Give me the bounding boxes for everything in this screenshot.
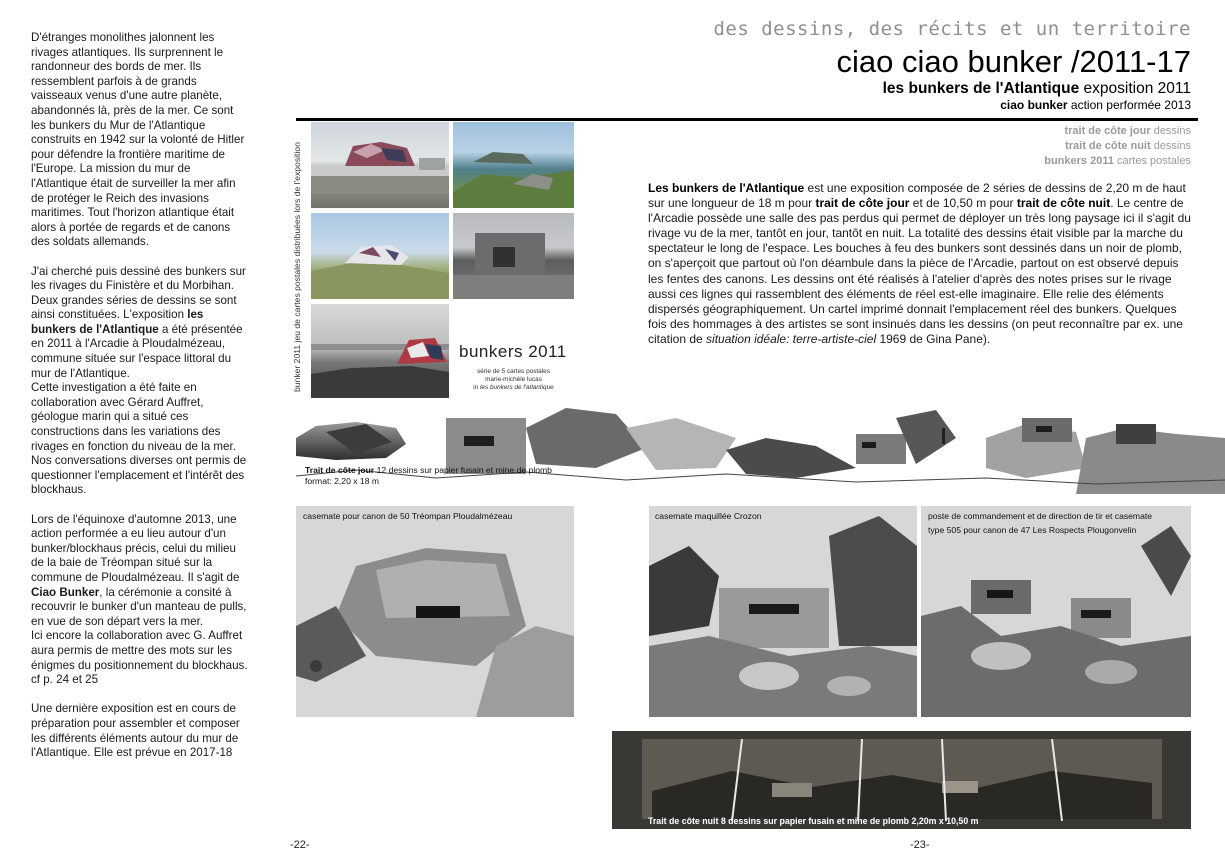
paragraph-drawings: J'ai cherché puis dessiné des bunkers sur les rivages du Finistère et du Morbihan. Deux grandes séries de dessins se sont ainsi constituées. L'exposition les bunkers de l'Atlantique a été présentée en 2011 à l'Arcadie à Ploudalmézeau, commune située sur l'espace littoral du mur de l'Atlantique. Cette investigation a été faite en collaboration avec Gérard Auffret, géologue marin qui a situé ces constructions dans les variations des rivages en fonction du niveau de la mer. Nos conversations diverses ont permis de questionner l'emplacement et l'intérêt des blockhaus. (31, 264, 247, 497)
drawing-strip-night (612, 731, 1191, 829)
postcard-vertical-caption: bunker 2011 jeu de cartes postales distribuées lors de l'exposition (292, 142, 302, 392)
series-item: bunkers 2011 cartes postales (1044, 155, 1191, 167)
photo-grey-bunker (453, 213, 574, 299)
paragraph-intro: D'étranges monolithes jalonnent les rivages atlantiques. Ils surprennent le randonneur des bords de mer. Ils ressemblent parfois à de grands vaisseaux venus d'une autre planète, abandonnés là, près de la mer. Ce sont les bunkers du Mur de l'Atlantique construits en 1942 sur la volonté de Hitler pour défendre la frontière maritime de l'Europe. La mission du mur de l'Atlantique était de surveiller la mer afin de protéger le Reich des invasions maritimes. Tout l'horizon atlantique était alors à portée de regards et de canons des soldats allemands. (31, 31, 245, 249)
series-item: trait de côte nuit dessins (1065, 140, 1191, 152)
series-list (1044, 124, 1191, 169)
page-kicker: des dessins, des récits et un territoire (713, 18, 1191, 40)
left-column-text (31, 31, 249, 775)
header-rule (296, 118, 1198, 121)
series-item: trait de côte jour dessins (1064, 125, 1191, 137)
postcard-title: bunkers 2011 (459, 342, 567, 361)
photo-wrapped-bunker-wall (311, 122, 449, 208)
subtitle-exhibition: les bunkers de l'Atlantique exposition 2011 (882, 80, 1191, 97)
panel3-caption: poste de commandement et de direction de tir et casemate type 505 pour canon de 47 Les Rospects Plougonvelin (928, 511, 1153, 535)
postcard-source: in les bunkers de l'atlantique (473, 384, 554, 391)
panel-command-post-rospects (921, 506, 1191, 717)
panel-casemate-treompan (296, 506, 574, 717)
photo-bunker-island-coast (453, 122, 574, 208)
photo-wrapped-bunker-shore (311, 304, 449, 400)
postcard-title-card (453, 304, 574, 400)
strip-night-caption: Trait de côte nuit 8 dessins sur papier fusain et mine de plomb 2,20m x 10,50 m (648, 816, 979, 826)
page-title: ciao ciao bunker /2011-17 (836, 44, 1191, 79)
photo-wrapped-bunker-dunes (311, 213, 449, 299)
postcard-author: marie-michèle lucas (485, 376, 542, 383)
postcard-subtitle: série de 5 cartes postales (477, 368, 550, 375)
page-number-left: -22- (290, 839, 310, 851)
page-number-right: -23- (910, 839, 930, 851)
panel1-caption: casemate pour canon de 50 Tréompan Ploudalmézeau (303, 511, 513, 521)
panel-casemate-crozon (649, 506, 917, 717)
paragraph-next-exhibition: Une dernière exposition est en cours de préparation pour assembler et composer les différents éléments autour du mur de l'Atlantique. Elle est prévue en 2017-18 (31, 702, 240, 760)
strip-day-caption: Trait de côte jour 12 dessins sur papier fusain et mine de plomb format: 2,20 x 18 m (305, 465, 552, 486)
paragraph-performance: Lors de l'équinoxe d'automne 2013, une action performée a eu lieu autour d'un bunker/blockhaus précis, celui du milieu de la baie de Tréompan situé sur la commune de Ploudalmézeau. Il s'agit de Ciao Bunker, la cérémonie a consité à recouvrir le bunker d'un manteau de pulls, en vue de son départ vers la mer. Ici encore la collaboration avec G. Auffret aura permis de mettre des mots sur les énigmes du positionnement du blockhaus. cf p. 24 et 25 (31, 512, 248, 687)
panel2-caption: casemate maquillée Crozon (655, 511, 762, 521)
exhibition-description: Les bunkers de l'Atlantique est une exposition composée de 2 séries de dessins de 2,20 m de haut sur une longueur de 18 m pour trait de côte jour et de 10,50 m pour trait de côte nuit. Le centre de l'Arcadie possède une salle des pas perdus qui permet de déployer un très long paysage ici il s'agit du rivage vu de la mer, tantôt en jour, tantôt en nuit. La totalité des dessins était visible par la marche du spectateur le long de l'espace. Les bouches à feu des bunkers sont dessinés dans un noir de plomb, on s'aperçoit que partout où l'on déambule dans la pièce de l'Arcadie, partout on est observé depuis les fentes des canons. Les dessins ont été réalisés à l'atelier d'après des notes prises sur le rivage aussi ces lignes qui rassemblent des éléments de réel est-elle imaginaire. Elle relie des éléments dispersés géographiquement. Un cartel imprimé donnait l'emplacement réel des bunkers. Quelques fois des hommages à des artistes se sont insinués dans les dessins (on peut reconnaître par ex. une citation de situation idéale: terre-artiste-ciel 1969 de Gina Pane). (648, 181, 1191, 346)
subtitle-performance: ciao bunker action performée 2013 (1000, 98, 1191, 112)
